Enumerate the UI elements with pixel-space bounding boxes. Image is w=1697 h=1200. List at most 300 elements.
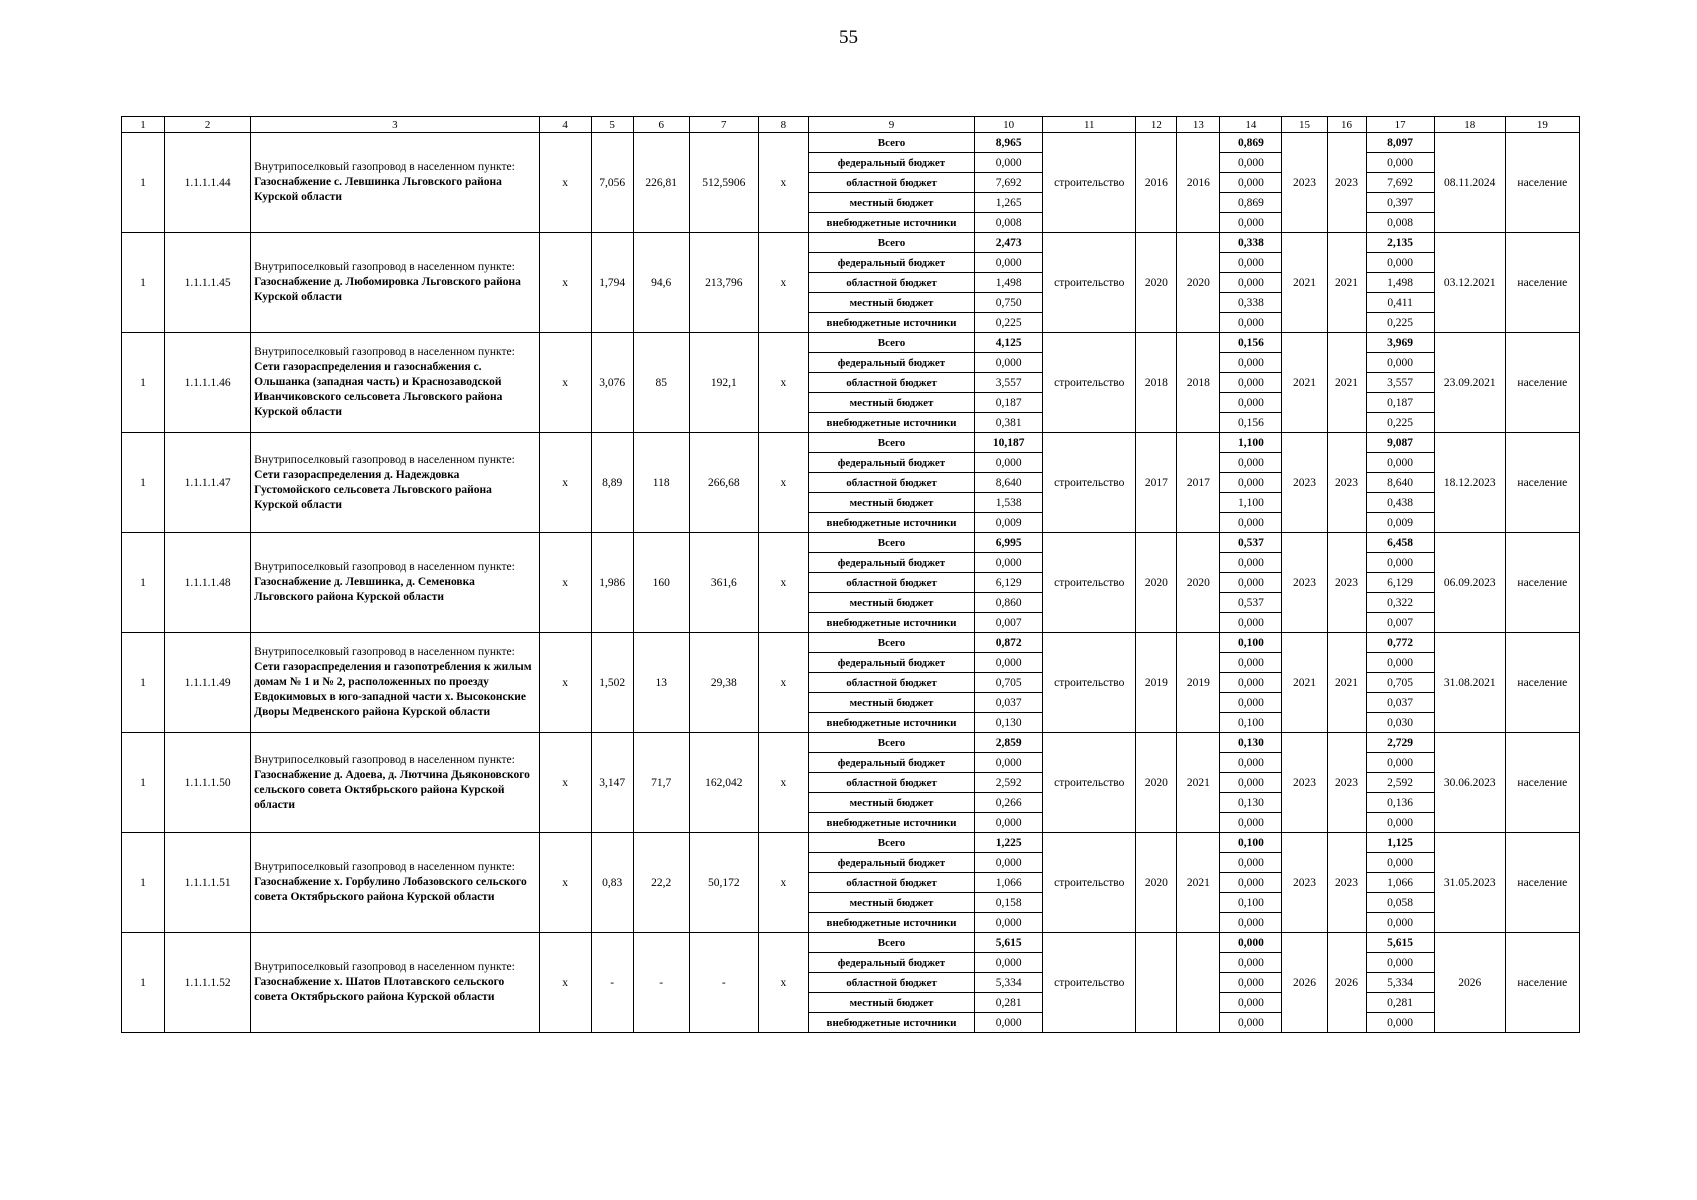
cell-col6: 226,81: [633, 133, 689, 233]
table-row: [122, 933, 1580, 953]
cell-col10: 0,266: [975, 793, 1043, 813]
cell-funding-source: Всего: [808, 833, 974, 853]
cell-code: 1.1.1.1.47: [165, 433, 251, 533]
cell-col4: х: [539, 633, 591, 733]
cell-funding-source: местный бюджет: [808, 693, 974, 713]
cell-beneficiary: население: [1505, 233, 1579, 333]
cell-funding-source: федеральный бюджет: [808, 753, 974, 773]
cell-col17: 1,498: [1366, 273, 1434, 293]
cell-col10: 0,187: [975, 393, 1043, 413]
cell-col16: 2023: [1327, 833, 1366, 933]
cell-col10: 0,000: [975, 853, 1043, 873]
cell-funding-source: местный бюджет: [808, 293, 974, 313]
cell-length: 7,056: [591, 133, 633, 233]
cell-funding-source: Всего: [808, 633, 974, 653]
cell-start-year: 2020: [1136, 233, 1177, 333]
cell-funding-source: областной бюджет: [808, 473, 974, 493]
column-header: 4: [539, 117, 591, 133]
cell-funding-source: областной бюджет: [808, 373, 974, 393]
cell-funding-source: внебюджетные источники: [808, 713, 974, 733]
cell-col4: х: [539, 533, 591, 633]
cell-funding-source: внебюджетные источники: [808, 913, 974, 933]
cell-col6: -: [633, 933, 689, 1033]
cell-object-name: [251, 833, 539, 933]
cell-col17: 0,000: [1366, 913, 1434, 933]
cell-col10: 2,592: [975, 773, 1043, 793]
cell-funding-source: местный бюджет: [808, 593, 974, 613]
cell-col17: 0,438: [1366, 493, 1434, 513]
cell-col6: 85: [633, 333, 689, 433]
cell-col10: 2,859: [975, 733, 1043, 753]
cell-col17: 3,969: [1366, 333, 1434, 353]
cell-funding-source: федеральный бюджет: [808, 953, 974, 973]
cell-code: 1.1.1.1.48: [165, 533, 251, 633]
cell-col8: х: [758, 533, 808, 633]
cell-col17: 8,097: [1366, 133, 1434, 153]
cell-col17: 0,772: [1366, 633, 1434, 653]
cell-work-type: строительство: [1043, 133, 1136, 233]
cell-col16: 2026: [1327, 933, 1366, 1033]
page-number: 55: [839, 27, 858, 48]
cell-length: 8,89: [591, 433, 633, 533]
cell-col10: 0,000: [975, 813, 1043, 833]
cell-beneficiary: население: [1505, 333, 1579, 433]
cell-col17: 0,225: [1366, 413, 1434, 433]
object-prefix: Внутрипоселковый газопровод в населенном пункте:: [254, 561, 515, 573]
cell-funding-source: Всего: [808, 933, 974, 953]
cell-col10: 0,009: [975, 513, 1043, 533]
cell-col14: 0,338: [1220, 293, 1282, 313]
cell-col6: 160: [633, 533, 689, 633]
object-description: Сети газораспределения и газоснабжения с. Ольшанка (западная часть) и Краснозаводской Иванчиковского сельсовета Льговского района Курской области: [254, 361, 503, 418]
cell-col10: 0,381: [975, 413, 1043, 433]
cell-funding-source: Всего: [808, 133, 974, 153]
cell-funding-source: внебюджетные источники: [808, 213, 974, 233]
cell-beneficiary: население: [1505, 733, 1579, 833]
cell-funding-source: федеральный бюджет: [808, 653, 974, 673]
cell-col14: 0,000: [1220, 813, 1282, 833]
cell-object-name: [251, 533, 539, 633]
program-table: [121, 116, 1580, 1033]
cell-funding-source: областной бюджет: [808, 573, 974, 593]
cell-col17: 7,692: [1366, 173, 1434, 193]
cell-col4: х: [539, 433, 591, 533]
cell-start-year: 2020: [1136, 833, 1177, 933]
object-prefix: Внутрипоселковый газопровод в населенном пункте:: [254, 753, 515, 766]
cell-end-year: 2018: [1177, 333, 1220, 433]
cell-col15: 2026: [1282, 933, 1327, 1033]
table-row: [122, 433, 1580, 453]
cell-col4: х: [539, 933, 591, 1033]
cell-funding-source: областной бюджет: [808, 273, 974, 293]
cell-col17: 0,008: [1366, 213, 1434, 233]
cell-col10: 0,158: [975, 893, 1043, 913]
cell-col8: х: [758, 133, 808, 233]
table-row: [122, 833, 1580, 853]
cell-code: 1.1.1.1.49: [165, 633, 251, 733]
cell-col17: 3,557: [1366, 373, 1434, 393]
cell-beneficiary: население: [1505, 533, 1579, 633]
cell-col17: 0,322: [1366, 593, 1434, 613]
header-row: [122, 117, 1580, 133]
cell-col17: 1,066: [1366, 873, 1434, 893]
cell-col14: 0,000: [1220, 613, 1282, 633]
cell-col10: 1,066: [975, 873, 1043, 893]
cell-col17: 0,187: [1366, 393, 1434, 413]
table-body: [122, 133, 1580, 1033]
cell-col17: 1,125: [1366, 833, 1434, 853]
column-header: 16: [1327, 117, 1366, 133]
cell-col17: 0,000: [1366, 453, 1434, 473]
cell-length: 1,794: [591, 233, 633, 333]
cell-length: 0,83: [591, 833, 633, 933]
cell-funding-source: Всего: [808, 533, 974, 553]
column-header: 15: [1282, 117, 1327, 133]
cell-col14: 0,000: [1220, 1013, 1282, 1033]
cell-col17: 0,411: [1366, 293, 1434, 313]
cell-length: 3,076: [591, 333, 633, 433]
object-prefix: Внутрипоселковый газопровод в населенном пункте:: [254, 861, 515, 873]
cell-col17: 6,458: [1366, 533, 1434, 553]
cell-col14: 0,000: [1220, 773, 1282, 793]
cell-col17: 0,136: [1366, 793, 1434, 813]
cell-col10: 0,007: [975, 613, 1043, 633]
cell-work-type: строительство: [1043, 933, 1136, 1033]
object-prefix: Внутрипоселковый газопровод в населенном пункте:: [254, 261, 515, 273]
cell-funding-source: местный бюджет: [808, 493, 974, 513]
cell-col14: 0,130: [1220, 733, 1282, 753]
object-description: Сети газораспределения д. Надеждовка Густомойского сельсовета Льговского района Курской области: [254, 468, 492, 511]
cell-col14: 0,000: [1220, 653, 1282, 673]
cell-col17: 0,030: [1366, 713, 1434, 733]
cell-col10: 2,473: [975, 233, 1043, 253]
column-header: 2: [165, 117, 251, 133]
cell-date: 23.09.2021: [1434, 333, 1505, 433]
object-description: Газоснабжение с. Левшинка Льговского района Курской области: [254, 176, 502, 203]
cell-work-type: строительство: [1043, 233, 1136, 333]
column-header: 12: [1136, 117, 1177, 133]
cell-funding-source: областной бюджет: [808, 773, 974, 793]
cell-col14: 0,000: [1220, 933, 1282, 953]
cell-col10: 0,008: [975, 213, 1043, 233]
column-header: 13: [1177, 117, 1220, 133]
cell-col17: 2,592: [1366, 773, 1434, 793]
cell-funding-source: федеральный бюджет: [808, 253, 974, 273]
cell-col14: 1,100: [1220, 433, 1282, 453]
cell-col16: 2023: [1327, 133, 1366, 233]
cell-col7: 266,68: [689, 433, 758, 533]
cell-col14: 0,537: [1220, 593, 1282, 613]
object-description: Газоснабжение х. Шатов Плотавского сельского совета Октябрьского района Курской области: [254, 976, 505, 1003]
cell-funding-source: областной бюджет: [808, 673, 974, 693]
cell-col17: 0,000: [1366, 653, 1434, 673]
table-row: [122, 233, 1580, 253]
cell-col10: 0,130: [975, 713, 1043, 733]
table-row: [122, 133, 1580, 153]
cell-col17: 0,000: [1366, 553, 1434, 573]
cell-col14: 0,000: [1220, 373, 1282, 393]
cell-object-name: [251, 133, 539, 233]
cell-col17: 0,000: [1366, 753, 1434, 773]
cell-col10: 0,037: [975, 693, 1043, 713]
cell-col14: 0,000: [1220, 173, 1282, 193]
column-header: 14: [1220, 117, 1282, 133]
cell-funding-source: местный бюджет: [808, 993, 974, 1013]
cell-funding-source: внебюджетные источники: [808, 1013, 974, 1033]
cell-col14: 0,000: [1220, 913, 1282, 933]
cell-funding-source: федеральный бюджет: [808, 853, 974, 873]
column-header: 1: [122, 117, 165, 133]
cell-col10: 6,129: [975, 573, 1043, 593]
cell-col14: 0,100: [1220, 713, 1282, 733]
cell-col14: 0,156: [1220, 413, 1282, 433]
cell-work-type: строительство: [1043, 533, 1136, 633]
cell-work-type: строительство: [1043, 633, 1136, 733]
object-description: Газоснабжение д. Любомировка Льговского района Курской области: [254, 276, 521, 303]
cell-col10: 0,000: [975, 1013, 1043, 1033]
cell-funding-source: местный бюджет: [808, 393, 974, 413]
cell-col14: 0,000: [1220, 313, 1282, 333]
table-row: [122, 733, 1580, 753]
cell-col4: х: [539, 733, 591, 833]
column-header: 10: [975, 117, 1043, 133]
cell-col8: х: [758, 233, 808, 333]
cell-col17: 2,135: [1366, 233, 1434, 253]
cell-col16: 2023: [1327, 433, 1366, 533]
cell-col17: 0,000: [1366, 153, 1434, 173]
cell-beneficiary: население: [1505, 833, 1579, 933]
cell-col15: 2023: [1282, 833, 1327, 933]
cell-date: 08.11.2024: [1434, 133, 1505, 233]
cell-date: 06.09.2023: [1434, 533, 1505, 633]
cell-col10: 1,265: [975, 193, 1043, 213]
cell-index: 1: [122, 433, 165, 533]
cell-date: 03.12.2021: [1434, 233, 1505, 333]
cell-col10: 10,187: [975, 433, 1043, 453]
cell-funding-source: внебюджетные источники: [808, 813, 974, 833]
cell-beneficiary: население: [1505, 633, 1579, 733]
cell-end-year: 2017: [1177, 433, 1220, 533]
cell-object-name: [251, 433, 539, 533]
cell-col7: 361,6: [689, 533, 758, 633]
cell-col17: 0,225: [1366, 313, 1434, 333]
cell-col17: 0,281: [1366, 993, 1434, 1013]
cell-col17: 0,000: [1366, 853, 1434, 873]
cell-work-type: строительство: [1043, 833, 1136, 933]
cell-col14: 0,000: [1220, 473, 1282, 493]
cell-col10: 1,538: [975, 493, 1043, 513]
cell-col17: 0,058: [1366, 893, 1434, 913]
cell-object-name: [251, 233, 539, 333]
column-header: 19: [1505, 117, 1579, 133]
cell-index: 1: [122, 233, 165, 333]
cell-col14: 0,869: [1220, 193, 1282, 213]
cell-col8: х: [758, 733, 808, 833]
cell-end-year: 2021: [1177, 733, 1220, 833]
cell-funding-source: областной бюджет: [808, 873, 974, 893]
object-description: Газоснабжение д. Левшинка, д. Семеновка Льговского района Курской области: [254, 576, 475, 603]
cell-date: 31.08.2021: [1434, 633, 1505, 733]
object-description: Газоснабжение х. Горбулино Лобазовского сельского совета Октябрьского района Курской области: [254, 876, 527, 903]
cell-code: 1.1.1.1.44: [165, 133, 251, 233]
column-header: 7: [689, 117, 758, 133]
cell-funding-source: областной бюджет: [808, 173, 974, 193]
cell-col14: 0,156: [1220, 333, 1282, 353]
cell-col17: 0,007: [1366, 613, 1434, 633]
cell-col14: 0,000: [1220, 573, 1282, 593]
cell-col17: 0,000: [1366, 813, 1434, 833]
cell-col16: 2021: [1327, 333, 1366, 433]
cell-col17: 9,087: [1366, 433, 1434, 453]
cell-col14: 0,100: [1220, 633, 1282, 653]
column-header: 8: [758, 117, 808, 133]
cell-col17: 0,009: [1366, 513, 1434, 533]
cell-col10: 0,225: [975, 313, 1043, 333]
cell-col10: 5,334: [975, 973, 1043, 993]
cell-date: 31.05.2023: [1434, 833, 1505, 933]
cell-col6: 13: [633, 633, 689, 733]
cell-col16: 2021: [1327, 633, 1366, 733]
cell-col16: 2023: [1327, 733, 1366, 833]
cell-col15: 2023: [1282, 533, 1327, 633]
cell-end-year: 2020: [1177, 233, 1220, 333]
cell-object-name: [251, 333, 539, 433]
cell-col14: 0,000: [1220, 993, 1282, 1013]
column-header: 17: [1366, 117, 1434, 133]
cell-object-name: [251, 933, 539, 1033]
cell-col10: 0,000: [975, 453, 1043, 473]
column-header: 5: [591, 117, 633, 133]
cell-funding-source: Всего: [808, 333, 974, 353]
cell-col17: 0,000: [1366, 953, 1434, 973]
cell-funding-source: местный бюджет: [808, 193, 974, 213]
cell-start-year: [1136, 933, 1177, 1033]
object-prefix: Внутрипоселковый газопровод в населенном пункте:: [254, 453, 515, 466]
cell-col14: 0,869: [1220, 133, 1282, 153]
cell-col14: 0,000: [1220, 873, 1282, 893]
object-prefix: Внутрипоселковый газопровод в населенном пункте:: [254, 161, 515, 173]
cell-beneficiary: население: [1505, 433, 1579, 533]
cell-col4: х: [539, 333, 591, 433]
cell-col7: 29,38: [689, 633, 758, 733]
cell-col14: 0,537: [1220, 533, 1282, 553]
cell-col17: 0,000: [1366, 253, 1434, 273]
cell-col6: 118: [633, 433, 689, 533]
cell-beneficiary: население: [1505, 933, 1579, 1033]
cell-col10: 0,860: [975, 593, 1043, 613]
cell-col10: 0,000: [975, 753, 1043, 773]
cell-col17: 0,397: [1366, 193, 1434, 213]
cell-col10: 5,615: [975, 933, 1043, 953]
cell-col7: 50,172: [689, 833, 758, 933]
cell-index: 1: [122, 933, 165, 1033]
cell-code: 1.1.1.1.50: [165, 733, 251, 833]
cell-funding-source: местный бюджет: [808, 793, 974, 813]
cell-col15: 2021: [1282, 633, 1327, 733]
cell-index: 1: [122, 633, 165, 733]
cell-date: 2026: [1434, 933, 1505, 1033]
cell-start-year: 2020: [1136, 533, 1177, 633]
cell-funding-source: Всего: [808, 233, 974, 253]
cell-col10: 0,750: [975, 293, 1043, 313]
cell-col17: 5,334: [1366, 973, 1434, 993]
cell-col14: 0,000: [1220, 673, 1282, 693]
cell-col10: 3,557: [975, 373, 1043, 393]
cell-col16: 2023: [1327, 533, 1366, 633]
cell-start-year: 2020: [1136, 733, 1177, 833]
cell-col10: 0,000: [975, 553, 1043, 573]
cell-col14: 0,130: [1220, 793, 1282, 813]
cell-col10: 4,125: [975, 333, 1043, 353]
cell-code: 1.1.1.1.52: [165, 933, 251, 1033]
cell-index: 1: [122, 833, 165, 933]
cell-date: 18.12.2023: [1434, 433, 1505, 533]
cell-funding-source: внебюджетные источники: [808, 513, 974, 533]
cell-funding-source: Всего: [808, 433, 974, 453]
cell-col14: 0,100: [1220, 833, 1282, 853]
cell-funding-source: внебюджетные источники: [808, 613, 974, 633]
cell-length: 1,986: [591, 533, 633, 633]
cell-col15: 2021: [1282, 233, 1327, 333]
cell-code: 1.1.1.1.51: [165, 833, 251, 933]
cell-end-year: 2019: [1177, 633, 1220, 733]
column-header: 11: [1043, 117, 1136, 133]
cell-col14: 0,000: [1220, 953, 1282, 973]
cell-object-name: [251, 633, 539, 733]
column-header: 3: [251, 117, 539, 133]
cell-funding-source: федеральный бюджет: [808, 353, 974, 373]
cell-index: 1: [122, 533, 165, 633]
cell-col10: 0,872: [975, 633, 1043, 653]
cell-col16: 2021: [1327, 233, 1366, 333]
cell-code: 1.1.1.1.45: [165, 233, 251, 333]
cell-col10: 1,225: [975, 833, 1043, 853]
column-header: 18: [1434, 117, 1505, 133]
cell-col10: 0,000: [975, 353, 1043, 373]
object-description: Газоснабжение д. Адоева, д. Лютчина Дьяконовского сельского совета Октябрьского района Курской области: [254, 768, 530, 811]
cell-col10: 0,000: [975, 953, 1043, 973]
cell-funding-source: внебюджетные источники: [808, 313, 974, 333]
cell-col17: 8,640: [1366, 473, 1434, 493]
cell-col17: 0,037: [1366, 693, 1434, 713]
cell-end-year: [1177, 933, 1220, 1033]
cell-col14: 0,000: [1220, 253, 1282, 273]
cell-col10: 1,498: [975, 273, 1043, 293]
cell-col10: 0,000: [975, 153, 1043, 173]
cell-col8: х: [758, 633, 808, 733]
cell-col14: 0,100: [1220, 893, 1282, 913]
cell-col10: 6,995: [975, 533, 1043, 553]
cell-col6: 71,7: [633, 733, 689, 833]
cell-start-year: 2018: [1136, 333, 1177, 433]
cell-col4: х: [539, 233, 591, 333]
cell-end-year: 2021: [1177, 833, 1220, 933]
cell-col10: 0,281: [975, 993, 1043, 1013]
column-header: 9: [808, 117, 974, 133]
cell-col14: 0,000: [1220, 353, 1282, 373]
cell-col8: х: [758, 833, 808, 933]
cell-col14: 0,000: [1220, 453, 1282, 473]
cell-length: -: [591, 933, 633, 1033]
cell-col15: 2021: [1282, 333, 1327, 433]
cell-funding-source: внебюджетные источники: [808, 413, 974, 433]
cell-funding-source: областной бюджет: [808, 973, 974, 993]
cell-col14: 0,000: [1220, 553, 1282, 573]
cell-work-type: строительство: [1043, 433, 1136, 533]
cell-col14: 0,000: [1220, 513, 1282, 533]
cell-col7: -: [689, 933, 758, 1033]
cell-col14: 0,000: [1220, 273, 1282, 293]
